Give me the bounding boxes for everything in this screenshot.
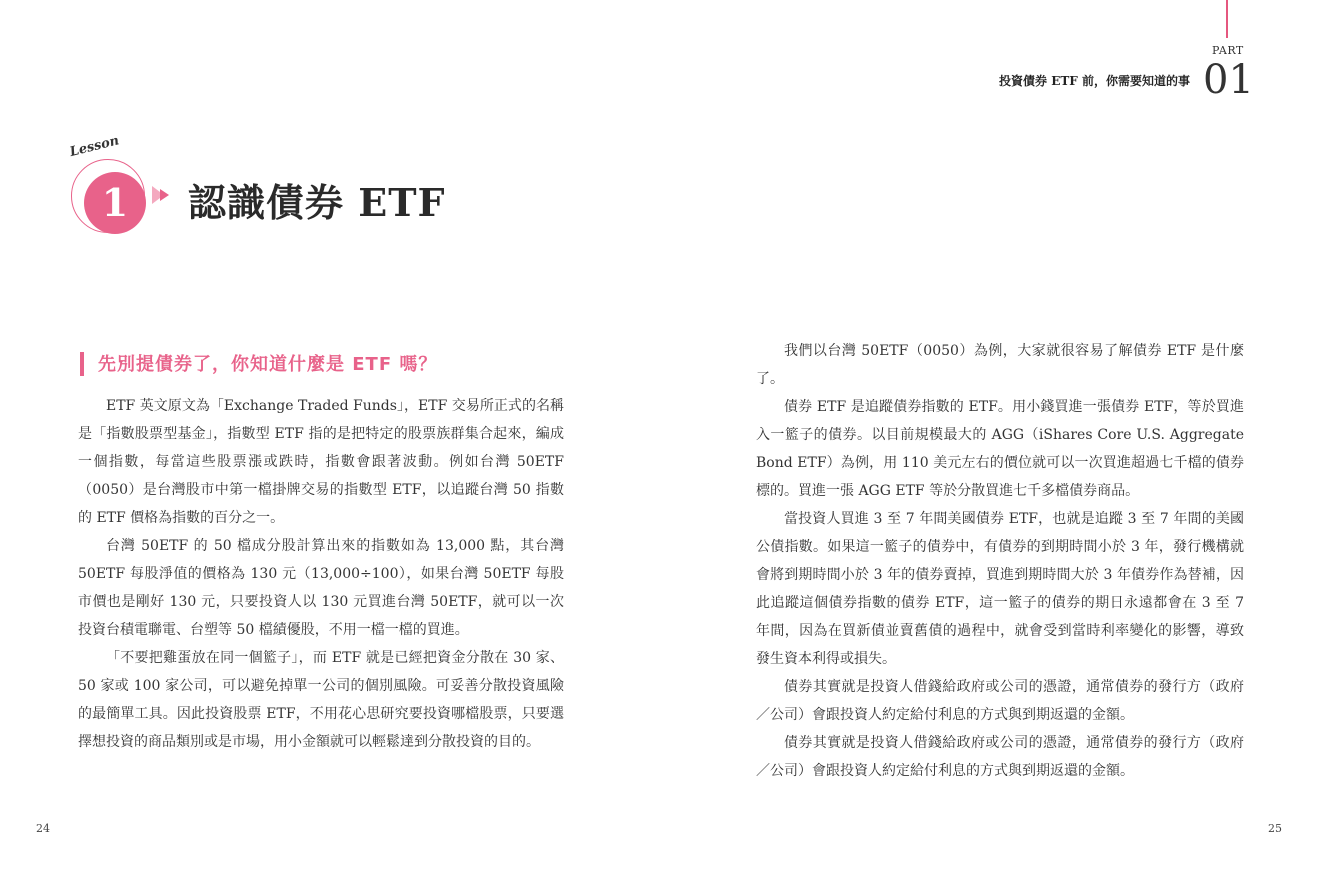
lesson-number-badge: 1 <box>84 172 146 234</box>
paragraph: ETF 英文原文為「Exchange Traded Funds」，ETF 交易所正式的名稱是「指數股票型基金」，指數型 ETF 指的是把特定的股票族群集合起來，編成一個指數，每當這些股票漲或跌時，指數會跟著波動。例如台灣 50ETF（0050）是台灣股市中第一檔掛牌交易的指數型 ETF，以追蹤台灣 50 指數的 ETF 價格為指數的百分之一。 <box>78 398 564 526</box>
paragraph: 台灣 50ETF 的 50 檔成分股計算出來的指數如為 13,000 點，其台灣 50ETF 每股淨值的價格為 130 元（13,000÷100），如果台灣 50ETF 每股市價也是剛好 130 元，只要投資人以 130 元買進台灣 50ETF，就可以一次投資台積電聯電、台塑等 50 檔績優股，不用一檔一檔的買進。 <box>78 538 564 638</box>
part-label: PART <box>1212 44 1244 57</box>
paragraph: 債券其實就是投資人借錢給政府或公司的憑證，通常債券的發行方（政府／公司）會跟投資人約定給付利息的方式與到期返還的金額。 <box>756 679 1244 723</box>
page-number-left: 24 <box>36 822 50 835</box>
paragraph: 「不要把雞蛋放在同一個籃子」，而 ETF 就是已經把資金分散在 30 家、50 家或 100 家公司，可以避免掉單一公司的個別風險。可妥善分散投資風險的最簡單工具。因此投資股票 ETF，不用花心思研究要投資哪檔股票，只要選擇想投資的商品類別或是市場，用小金額就可以輕鬆達到分散投資的目的。 <box>78 650 564 750</box>
lesson-word: Lesson <box>68 133 121 160</box>
section-accent-bar <box>80 352 84 376</box>
right-column <box>756 337 1244 785</box>
part-accent-line <box>1226 0 1228 38</box>
arrow-right-inner-icon <box>160 189 169 201</box>
paragraph: 債券 ETF 是追蹤債券指數的 ETF。用小錢買進一張債券 ETF，等於買進入一籃子的債券。以目前規模最大的 AGG（iShares Core U.S. Aggregate Bond ETF）為例，用 110 美元左右的價位就可以一次買進超過七千檔的債券標的。買進一張 AGG ETF 等於分散買進七千多檔債券商品。 <box>756 399 1244 499</box>
section-heading: 先別提債券了，你知道什麼是 ETF 嗎？ <box>98 354 438 375</box>
left-column <box>78 392 564 756</box>
lesson-title: 認識債券 ETF <box>188 180 446 225</box>
paragraph: 我們以台灣 50ETF（0050）為例，大家就很容易了解債券 ETF 是什麼了。 <box>756 343 1244 387</box>
paragraph: 債券其實就是投資人借錢給政府或公司的憑證，通常債券的發行方（政府／公司）會跟投資人約定給付利息的方式與到期返還的金額。 <box>756 735 1244 779</box>
part-number: 01 <box>1203 57 1254 103</box>
part-subtitle: 投資債券 ETF 前，你需要知道的事 <box>999 74 1190 88</box>
paragraph: 當投資人買進 3 至 7 年間美國債券 ETF，也就是追蹤 3 至 7 年間的美國公債指數。如果這一籃子的債券中，有債券的到期時間小於 3 年，發行機構就會將到期時間小於 3 年的債券賣掉，買進到期時間大於 3 年債券作為替補，因此追蹤這個債券指數的債券 ETF，這一籃子的債券的期日永遠都會在 3 至 7 年間，因為在買新債並賣舊債的過程中，就會受到當時利率變化的影響，導致發生資本利得或損失。 <box>756 511 1244 667</box>
page-number-right: 25 <box>1268 822 1282 835</box>
